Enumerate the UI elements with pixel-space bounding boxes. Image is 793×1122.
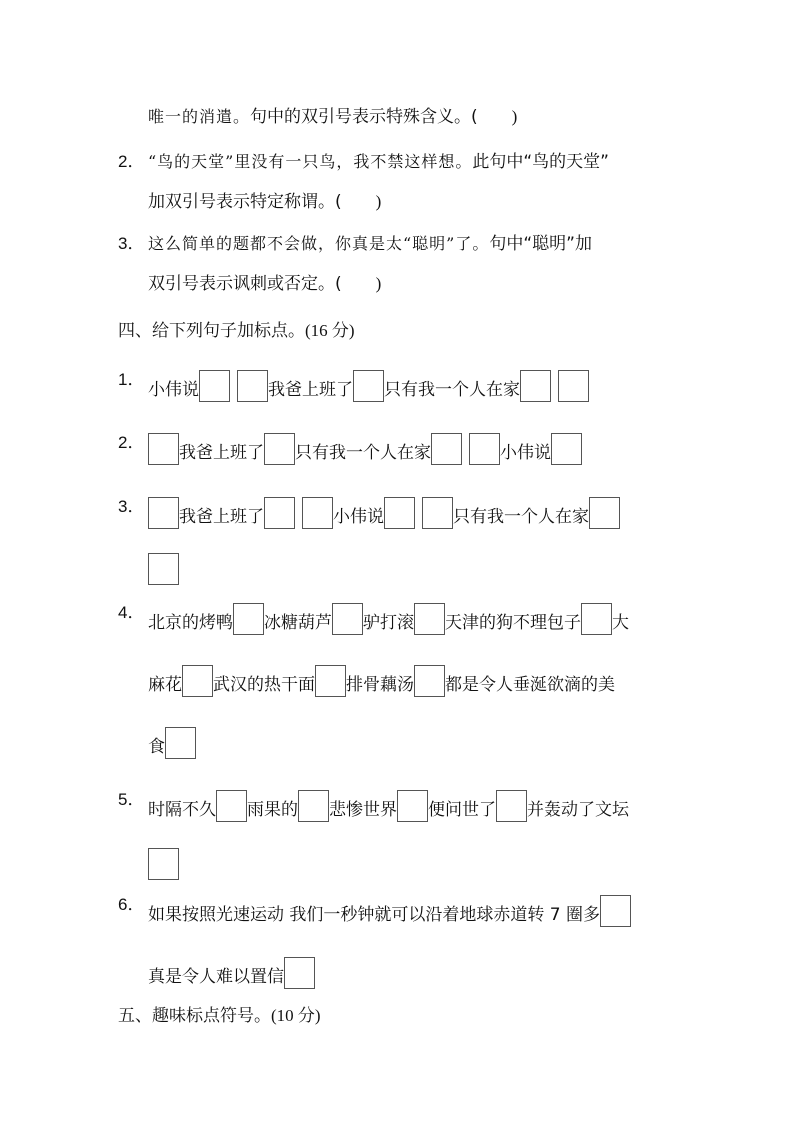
punct-box[interactable] (558, 370, 589, 402)
punct-box[interactable] (551, 433, 582, 465)
punct-box[interactable] (216, 790, 247, 822)
question-number: 6． (118, 895, 145, 914)
punct-box[interactable] (414, 603, 445, 635)
section-4-heading (118, 316, 355, 341)
segment: 悲惨世界 (329, 800, 397, 820)
segment: 食 (148, 737, 165, 757)
question-number: 3． (118, 234, 145, 253)
segment: 只有我一个人在家 (384, 380, 520, 400)
segment: 只有我一个人在家 (295, 443, 431, 463)
segment: 小伟说 (500, 443, 551, 463)
paren-close: ) (375, 192, 382, 211)
punct-box[interactable] (302, 497, 333, 529)
question-number: 2． (118, 433, 145, 452)
segment: 只有我一个人在家 (453, 507, 589, 527)
punct-box[interactable] (315, 665, 346, 697)
segment: 小伟说 (333, 507, 384, 527)
punct-box[interactable] (264, 433, 295, 465)
section-title: 四、给下列句子加标点。 (118, 321, 305, 341)
segment: 排骨藕汤 (346, 675, 414, 695)
segment: 我爸上班了 (268, 380, 353, 400)
punct-box[interactable] (148, 433, 179, 465)
segment: 驴打滚 (363, 613, 414, 633)
punct-box[interactable] (397, 790, 428, 822)
segment: 我爸上班了 (179, 443, 264, 463)
punct-box[interactable] (431, 433, 462, 465)
question-number: 4． (118, 603, 145, 622)
section-title: 五、趣味标点符号。 (118, 1006, 271, 1026)
paren-close: ) (375, 274, 382, 293)
question-text: 句中的双引号表示特殊含义。( (250, 107, 478, 127)
question-text: 加双引号表示特定称谓。( (148, 192, 342, 212)
punct-box[interactable] (414, 665, 445, 697)
segment: 真是令人难以置信 (148, 967, 284, 987)
punct-box[interactable] (298, 790, 329, 822)
question-number: 1． (118, 370, 145, 389)
section-points: (16 分) (305, 321, 355, 340)
segment: 麻花 (148, 675, 182, 695)
question-number: 5． (118, 790, 145, 809)
segment: 如果按照光速运动 我们一秒钟就可以沿着地球赤道转 7 圈多 (148, 905, 601, 925)
punct-box[interactable] (422, 497, 453, 529)
quote-text: 唯一的消遣。 (148, 107, 251, 126)
quote-text: “鸟的天堂”里没有一只鸟，我不禁这样想。 (148, 152, 473, 171)
punct-box[interactable] (332, 603, 363, 635)
section-points: (10 分) (271, 1006, 321, 1025)
punct-box[interactable] (148, 848, 179, 880)
paren-close: ) (511, 107, 518, 126)
punct-box[interactable] (589, 497, 620, 529)
question-number: 3． (118, 497, 145, 516)
segment: 冰糖葫芦 (264, 613, 332, 633)
quote-text: 这么简单的题都不会做，你真是太“聪明”了。 (148, 234, 490, 253)
punct-box[interactable] (148, 553, 179, 585)
segment: 天津的狗不理包子 (445, 613, 581, 633)
section-5-heading (118, 1001, 321, 1026)
punct-box[interactable] (182, 665, 213, 697)
segment: 小伟说 (148, 380, 199, 400)
punct-box[interactable] (600, 895, 631, 927)
punct-box[interactable] (199, 370, 230, 402)
punct-box[interactable] (148, 497, 179, 529)
punct-box[interactable] (469, 433, 500, 465)
question-text: 此句中“鸟的天堂” (472, 152, 609, 172)
segment: 雨果的 (247, 800, 298, 820)
punct-box[interactable] (353, 370, 384, 402)
segment: 大 (612, 613, 629, 633)
segment: 时隔不久 (148, 800, 216, 820)
segment: 我爸上班了 (179, 507, 264, 527)
question-number: 2． (118, 152, 145, 171)
punct-box[interactable] (520, 370, 551, 402)
punct-box[interactable] (496, 790, 527, 822)
segment: 武汉的热干面 (213, 675, 315, 695)
segment: 都是令人垂涎欲滴的美 (445, 675, 615, 695)
punct-box[interactable] (384, 497, 415, 529)
punct-box[interactable] (237, 370, 268, 402)
punct-box[interactable] (233, 603, 264, 635)
question-text: 句中“聪明”加 (489, 234, 592, 254)
punct-box[interactable] (284, 957, 315, 989)
punct-box[interactable] (581, 603, 612, 635)
question-text: 双引号表示讽刺或否定。( (148, 274, 342, 294)
segment: 便问世了 (428, 800, 496, 820)
segment: 并轰动了文坛 (527, 800, 629, 820)
punct-box[interactable] (264, 497, 295, 529)
punct-box[interactable] (165, 727, 196, 759)
segment: 北京的烤鸭 (148, 613, 233, 633)
